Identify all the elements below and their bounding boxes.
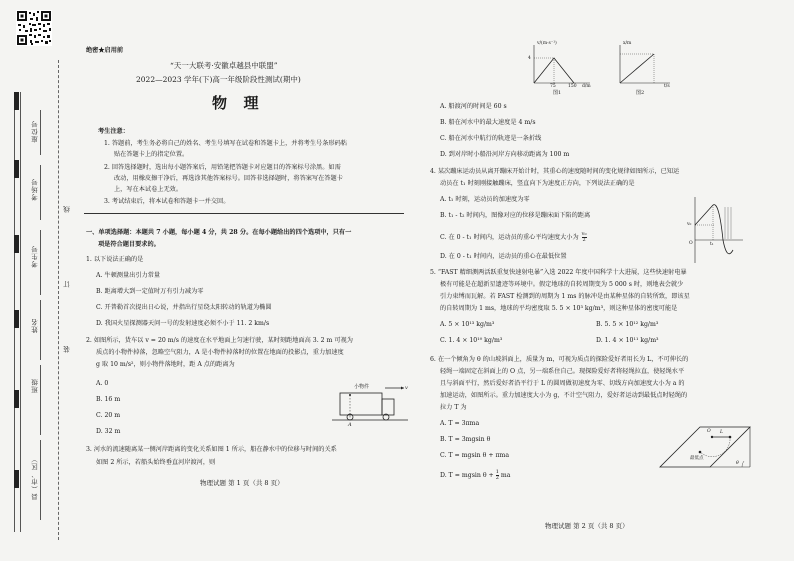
question-6-stem: 拉力 T 为 [440, 404, 467, 411]
q4-v0-label: v₀ [687, 222, 692, 227]
fig1-tick: 4 [528, 56, 531, 61]
fig2-caption: 图2 [636, 90, 645, 96]
cut-mark-line: 线 [63, 205, 71, 213]
question-4-stem: 动员在 t₁ 时刻刚接触蹦床，竖直向下为速度正方向，下列说法正确的是 [440, 180, 635, 187]
fig1-tick: 150 [568, 84, 577, 89]
notice-line: 贴在答题卡上的指定位置。 [114, 151, 189, 158]
q1-option-d[interactable]: D. 我国火星探测器天问一号的发射速度必须不小于 11. 2 km/s [96, 320, 270, 327]
subject-title: 物 理 [212, 94, 261, 112]
question-5-stem: 的自转周期为 1 ms，地球的平均密度取 5. 5 × 10³ kg/m³，则这种星体的密度可能是 [440, 305, 678, 312]
point-a-label: A [348, 422, 352, 428]
question-4-stem: 4. 某次蹦床运动员从离开蹦床开始计时，其重心的速度随时间的变化规律如图所示，已知运 [430, 168, 680, 175]
exam-room-label: 考场号 [31, 178, 39, 201]
q4-option-a[interactable]: A. t₁ 时刻，运动员的加速度为零 [440, 196, 530, 203]
q2-option-a[interactable]: A. 0 [96, 380, 109, 387]
q1-option-c[interactable]: C. 开普勒首次提出日心说，并指出行星绕太阳转动的轨道为椭圆 [96, 304, 272, 311]
seat-number-field[interactable] [40, 110, 41, 155]
fraction: $\frac{\text{v₀}}{2}$ [581, 231, 587, 243]
q5-option-c[interactable]: C. 1. 4 × 10¹⁰ kg/m³ [440, 337, 503, 344]
q6-option-c[interactable]: C. T = mgsin θ + πma [440, 452, 510, 459]
question-3-stem: 如图 2 所示，若船头始终垂直河岸渡河，则 [96, 459, 216, 466]
fig1-caption: 图1 [553, 90, 562, 96]
q4-option-b[interactable]: B. t₁ - t₂ 时间内，图像对应的位移是蹦床面下陷的距离 [440, 212, 591, 219]
q5-option-a[interactable]: A. 5 × 10¹³ kg/m³ [440, 321, 495, 328]
q6-option-a[interactable]: A. T = 3πma [440, 420, 480, 427]
q4-option-c[interactable]: C. 在 0 - t₁ 时间内，运动员的重心平均速度大小为 $\frac{\text{v₀}}{2}$ [440, 231, 587, 243]
q1-option-a[interactable]: A. 牛顿测量出引力常量 [96, 272, 161, 279]
notice-line: 上，写在本试卷上无效。 [114, 186, 183, 193]
sidebar [0, 0, 71, 561]
seat-number-label: 座位号 [31, 120, 39, 143]
q2-option-b[interactable]: B. 16 m [96, 396, 121, 403]
question-2-stem: g 取 10 m/s²，则小物件落地时，距 A 点的距离为 [96, 361, 235, 368]
q2-option-c[interactable]: C. 20 m [96, 412, 121, 419]
truck-object-label: 小物件 [354, 384, 370, 390]
truck-diagram [330, 383, 410, 428]
q6-lowest-point-label: 最低点 [690, 456, 704, 461]
question-2-stem: 2. 如图所示，货车以 v = 20 m/s 的速度在水平地面上匀速行驶，某时刻距地面高 3. 2 m 可视为 [86, 337, 353, 344]
q4-option-d[interactable]: D. 在 0 - t₁ 时间内，运动员的重心在最低位置 [440, 253, 567, 260]
cut-line [58, 60, 59, 540]
notice-title: 考生注意： [98, 128, 129, 135]
notice-line: 3. 考试结束后，将本试卷和答题卡一并交回。 [104, 198, 230, 205]
q6-option-b[interactable]: B. T = 3mgsin θ [440, 436, 491, 443]
truck-figure [330, 383, 410, 428]
question-3-stem: 3. 河水的流速随离某一侧河岸距离的变化关系如图 1 所示，船在静水中的位移与时间的关系 [86, 446, 337, 453]
q3-option-c[interactable]: C. 船在河水中航行的轨迹是一条折线 [440, 135, 542, 142]
q4-origin-label: O [689, 241, 693, 246]
secret-tag: 绝密★启用前 [86, 47, 124, 54]
fig1-xlabel: d/m [582, 84, 591, 89]
question-5-stem: 5. “FAST 精细测两活跃重复快速射电暴”入选 2022 年度中国科学十大进展，这些快速射电暴 [430, 269, 687, 276]
cut-mark-bind: 订 [63, 280, 71, 288]
q3-option-a[interactable]: A. 船渡河的时间是 60 s [440, 103, 507, 110]
class-field[interactable] [40, 365, 41, 435]
exam-room-field[interactable] [40, 165, 41, 220]
fig2-ylabel: x/m [623, 41, 632, 46]
q6-point-o-label: O [707, 429, 711, 434]
section-heading: 一、单项选择题：本题共 7 小题，每小题 4 分，共 28 分。在每小题给出的四个选项中，只有一 [86, 229, 352, 236]
page-footer: 物理试题 第 2 页（共 8 页） [545, 522, 629, 530]
fig2-xlabel: t/s [664, 84, 670, 89]
question-1-stem: 1. 以下说法正确的是 [86, 256, 144, 263]
notice-line: 改动，用橡皮擦干净后，再选涂其他答案标号。回答非选择题时，将答案写在答题卡 [114, 175, 343, 182]
question-6-stem: 且与斜面平行，然后爱好者沿平行于 L 的圆周做初速度为零、切线方向加速度大小为 a 的 [440, 380, 685, 387]
cut-mark-seal: 装 [63, 345, 71, 353]
class-label: 班级 [31, 378, 39, 393]
exam-org: “天一大联考·安徽卓越县中联盟” [170, 61, 278, 70]
county-field[interactable] [40, 440, 41, 520]
notice-line: 2. 回答选择题时，选出每小题答案后，用铅笔把答题卡对应题目的答案标号涂黑。如需 [104, 164, 341, 171]
question-2-stem: 质点的小物件掉落，忽略空气阻力，A 是小物件掉落时的位置在地面的投影点，重力加速度 [96, 349, 344, 356]
q2-option-d[interactable]: D. 32 m [96, 428, 121, 435]
q4-t1-label: t₁ [710, 242, 714, 247]
section-heading: 项是符合题目要求的。 [98, 241, 160, 248]
q3-figure-2 [610, 40, 675, 95]
divider [84, 213, 404, 214]
name-field[interactable] [40, 300, 41, 360]
fig1-tick: 75 [550, 84, 556, 89]
question-5-stem: 引力束缚而瓦解。若 FAST 检测到的周期为 1 ms 的脉冲是由某种星体的自转所致，即该星 [440, 293, 690, 300]
fraction: $\frac{1}{2}$ [495, 469, 499, 481]
question-5-stem: 极有可能是在超新星遗迹等环境中。假定地球的自转周期变为 5 000 s 时，则地表会就少 [440, 281, 684, 288]
q6-length-label: L [720, 430, 723, 435]
exam-title: 2022—2023 学年(下)高一年级阶段性测试(期中) [136, 75, 301, 84]
question-6-stem: 6. 在一个倾角为 θ 的山坡斜面上，质量为 m，可视为质点的探险爱好者用长为 L，不可伸长的 [430, 356, 689, 363]
q5-option-d[interactable]: D. 1. 4 × 10¹¹ kg/m³ [596, 337, 659, 344]
fig1-ylabel: v/(m·s⁻¹) [537, 41, 557, 46]
q4-vt-graph [685, 195, 745, 265]
question-6-stem: 轻绳一端固定在斜面上的 O 点，另一端系住自己。现探险爱好者将轻绳拉直，使轻绳水平 [440, 368, 685, 375]
question-6-stem: 加速运动，如图所示。重力加速度大小为 g，不计空气阻力，爱好者运动到最低点时轻绳的 [440, 392, 688, 399]
q1-option-b[interactable]: B. 距离增大到一定值时万有引力减为零 [96, 288, 204, 295]
name-label: 姓名 [31, 318, 39, 333]
candidate-number-field[interactable] [40, 230, 41, 295]
q6-angle-label: θ [736, 461, 739, 466]
page-footer: 物理试题 第 1 页（共 8 页） [200, 479, 284, 487]
q3-figure-1 [520, 40, 595, 95]
q6-incline-figure [650, 412, 760, 477]
notice-line: 1. 答题前，考生务必将自己的姓名、考生号填写在试卷和答题卡上，并将考生号条形码粘 [104, 140, 347, 147]
q6-option-d[interactable]: D. T = mgsin θ + $\frac{1}{2}$ ma [440, 469, 511, 481]
qr-code-icon [16, 10, 52, 46]
truck-velocity-label: v [405, 385, 408, 391]
q5-option-b[interactable]: B. 5. 5 × 10¹² kg/m³ [596, 321, 659, 328]
candidate-number-label: 考生号 [31, 245, 39, 268]
q3-option-d[interactable]: D. 到对岸时小船沿河岸方向移动距离为 100 m [440, 151, 570, 158]
county-label: 县（市、区） [31, 455, 39, 500]
q3-option-b[interactable]: B. 船在河水中的最大速度是 4 m/s [440, 119, 536, 126]
